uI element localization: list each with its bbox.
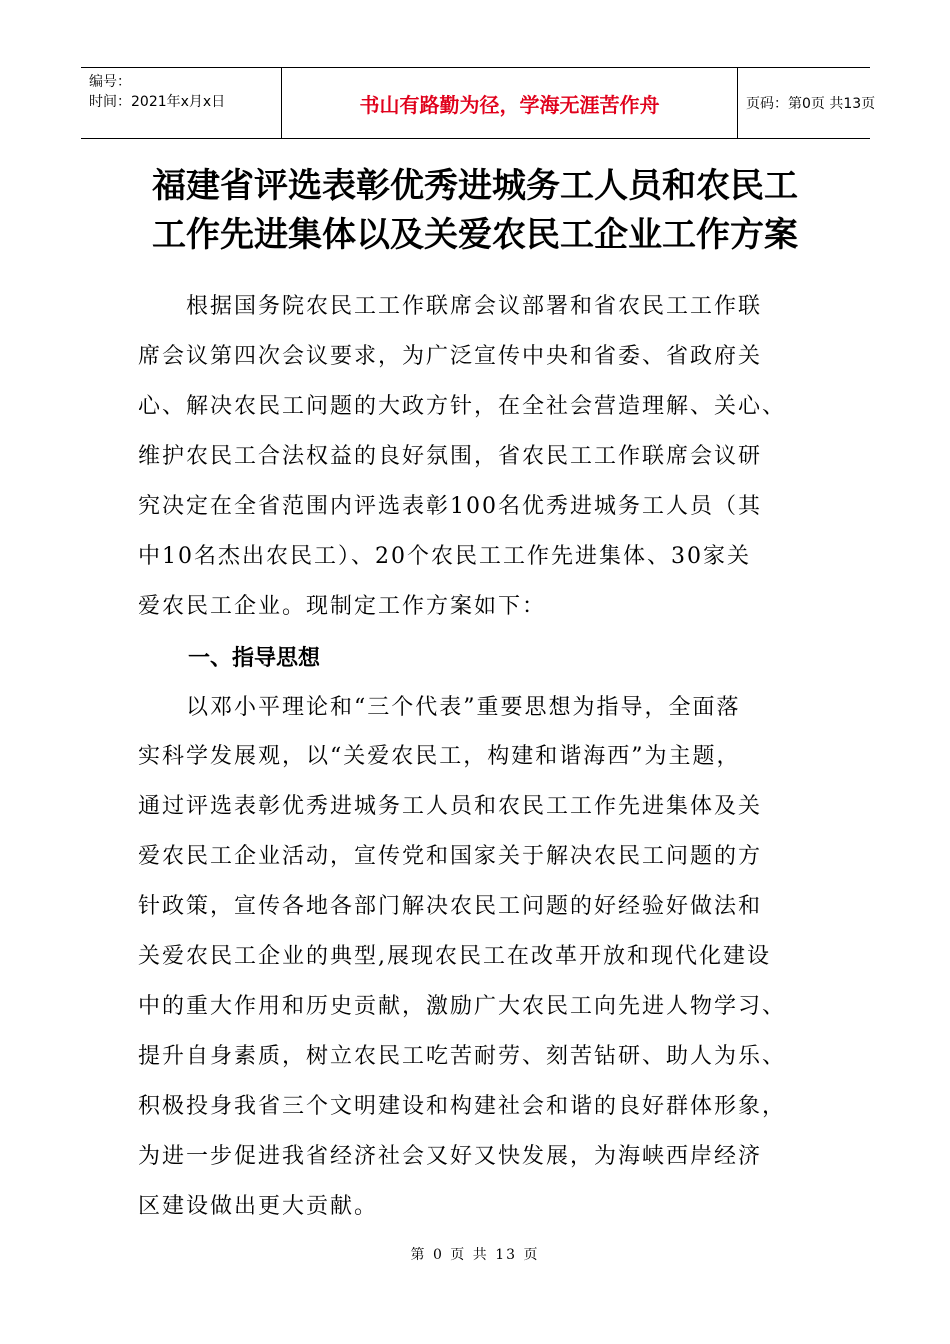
body-line: 席会议第四次会议要求，为广泛宣传中央和省委、省政府关 — [138, 344, 763, 369]
header-meta-cell — [81, 68, 281, 138]
document-title-line1: 福建省评选表彰优秀进城务工人员和农民工 — [152, 166, 798, 206]
body-line: 以邓小平理论和“三个代表”重要思想为指导，全面落 — [138, 695, 741, 720]
document-title-line2: 工作先进集体以及关爱农民工企业工作方案 — [152, 215, 798, 255]
body-line: 中10名杰出农民工）、20个农民工工作先进集体、30家关 — [138, 544, 751, 569]
body-line: 根据国务院农民工工作联席会议部署和省农民工工作联 — [138, 294, 763, 319]
body-line: 究决定在全省范围内评选表彰100名优秀进城务工人员（其 — [138, 494, 762, 519]
body-line: 积极投身我省三个文明建设和构建社会和谐的良好群体形象， — [138, 1094, 787, 1119]
body-line: 维护农民工合法权益的良好氛围，省农民工工作联席会议研 — [138, 444, 763, 469]
header-page-cell — [737, 68, 876, 138]
body-line: 爱农民工企业活动，宣传党和国家关于解决农民工问题的方 — [138, 844, 763, 869]
body-line: 中的重大作用和历史贡献，激励广大农民工向先进人物学习、 — [138, 994, 787, 1019]
page-footer: 第 0 页 共 13 页 — [410, 1247, 540, 1263]
section-heading: 一、指导思想 — [188, 646, 321, 671]
date-label: 时间：2021年x月x日 — [89, 94, 226, 110]
motto-text: 书山有路勤为径，学海无涯苦作舟 — [359, 93, 660, 117]
page-info: 页码：第0页 共13页 — [746, 96, 876, 112]
body-line: 针政策，宣传各地各部门解决农民工问题的好经验好做法和 — [138, 894, 763, 919]
number-label: 编号： — [89, 74, 131, 90]
body-line: 实科学发展观，以“关爱农民工，构建和谐海西”为主题， — [138, 744, 741, 769]
body-line: 区建设做出更大贡献。 — [138, 1194, 379, 1219]
body-line: 为进一步促进我省经济社会又好又快发展，为海峡西岸经济 — [138, 1144, 763, 1169]
header-motto-cell — [281, 68, 738, 138]
body-line: 提升自身素质，树立农民工吃苦耐劳、刻苦钻研、助人为乐、 — [138, 1044, 787, 1069]
body-line: 通过评选表彰优秀进城务工人员和农民工工作先进集体及关 — [138, 794, 763, 819]
body-line: 关爱农民工企业的典型,展现农民工在改革开放和现代化建设 — [138, 944, 771, 969]
body-line: 心、解决农民工问题的大政方针，在全社会营造理解、关心、 — [138, 394, 787, 419]
document-header — [81, 67, 876, 139]
body-line: 爱农民工企业。现制定工作方案如下： — [138, 594, 547, 619]
